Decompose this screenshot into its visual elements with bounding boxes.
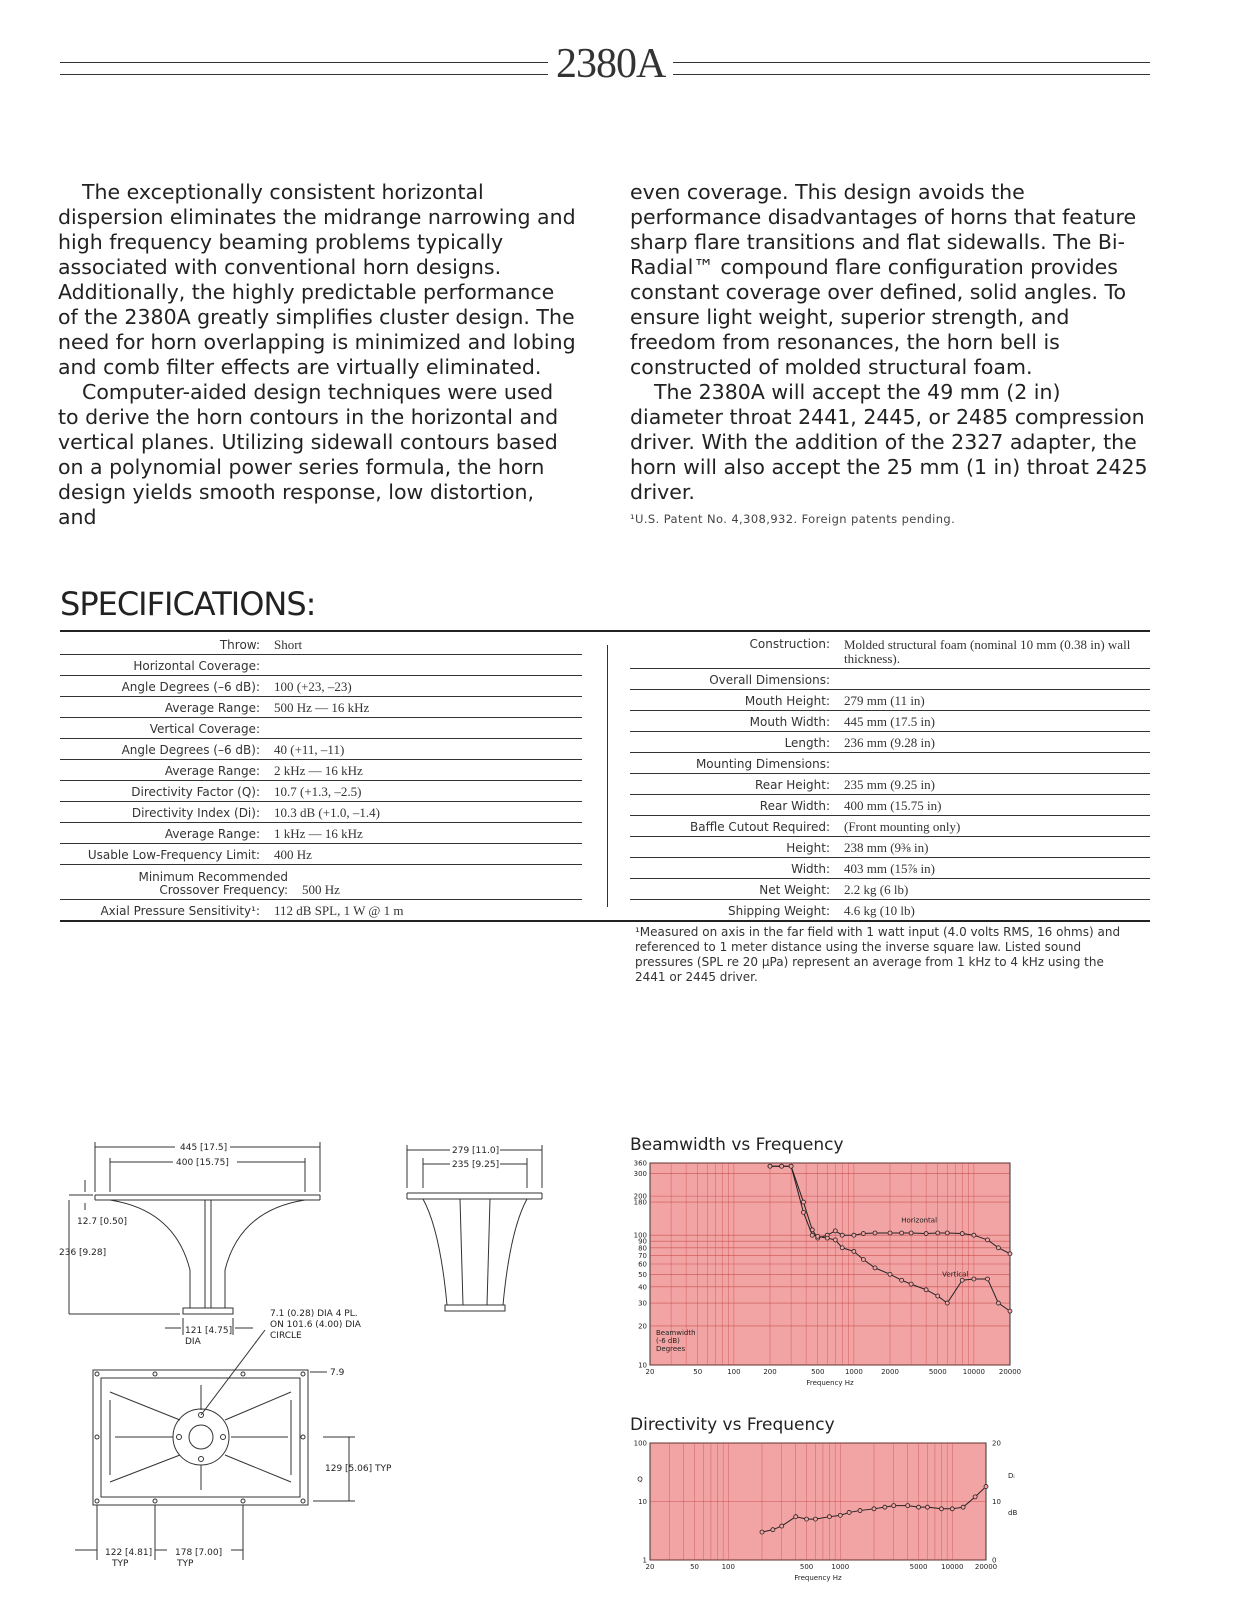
spec-label: Length: [784, 736, 830, 750]
data-point [816, 1234, 820, 1238]
x-tick-label: 1000 [831, 1563, 850, 1571]
y-tick-label: 90 [638, 1237, 647, 1246]
dim-holes-3: CIRCLE [270, 1331, 302, 1341]
data-point [801, 1200, 805, 1204]
data-point [852, 1249, 856, 1253]
dim-flange: 12.7 [0.50] [77, 1217, 127, 1227]
data-point [789, 1164, 793, 1168]
spec-value: 400 mm (15.75 in) [844, 798, 942, 813]
spec-value: 1 kHz — 16 kHz [274, 826, 363, 841]
spec-table-right [630, 634, 1150, 920]
page-title: 2380A [548, 44, 673, 84]
dim-rear-height: 235 [9.25] [452, 1160, 500, 1170]
x-tick-label: 500 [799, 1563, 814, 1571]
data-point [833, 1238, 837, 1242]
spec-label: Average Range: [164, 701, 260, 715]
spec-value: 4.6 kg (10 lb) [844, 903, 915, 918]
y2-axis-unit: dB [1008, 1509, 1018, 1517]
y2-tick-label: 10 [992, 1498, 1001, 1506]
data-point [900, 1278, 904, 1282]
data-point [840, 1246, 844, 1250]
x-tick-label: 2000 [881, 1368, 899, 1376]
data-point [810, 1233, 814, 1237]
spec-row [630, 732, 1150, 753]
spec-label: Overall Dimensions: [709, 673, 830, 687]
data-point [996, 1301, 1000, 1305]
x-tick-label: 10000 [941, 1563, 964, 1571]
rear-view-drawing [75, 1330, 355, 1560]
spec-value: 400 Hz [274, 847, 312, 862]
spec-label: Shipping Weight: [727, 904, 830, 918]
spec-label: Minimum Recommended Crossover Frequency: [138, 870, 288, 897]
spec-value: 2 kHz — 16 kHz [274, 763, 363, 778]
spec-value: Molded structural foam (nominal 10 mm (0.38 in) wall thickness). [844, 637, 1131, 666]
spec-label: Rear Width: [759, 799, 830, 813]
spec-label: Average Range: [164, 764, 260, 778]
dim-typ-1: TYP [112, 1559, 129, 1569]
data-point [858, 1509, 862, 1513]
specs-top-rule [60, 630, 1150, 632]
specifications-heading: SPECIFICATIONS: [60, 585, 316, 623]
spec-label: Baffle Cutout Required: [690, 820, 830, 834]
data-point [917, 1505, 921, 1509]
y2-tick-label: 0 [992, 1556, 997, 1565]
data-point [1008, 1252, 1012, 1256]
x-axis-label: Frequency Hz [806, 1379, 854, 1387]
spec-row [60, 697, 582, 718]
y-tick-label: 80 [638, 1244, 647, 1253]
dim-edge: 7.9 [330, 1368, 345, 1378]
data-point [883, 1505, 887, 1509]
spec-row [630, 753, 1150, 774]
dim-h-spacing-2: 178 [7.00] [175, 1548, 223, 1558]
data-point [847, 1510, 851, 1514]
side-view-drawing [69, 1142, 320, 1335]
spec-row [60, 676, 582, 697]
data-point [960, 1278, 964, 1282]
data-point [936, 1231, 940, 1235]
data-point [925, 1505, 929, 1509]
body-column-right [630, 180, 1150, 527]
spec-row [60, 802, 582, 823]
spec-value: 279 mm (11 in) [844, 693, 925, 708]
data-point [909, 1282, 913, 1286]
spec-label: Vertical Coverage: [149, 722, 260, 736]
dim-length: 236 [9.28] [59, 1248, 107, 1258]
spec-label: Throw: [219, 638, 260, 652]
x-tick-label: 5000 [928, 1368, 947, 1376]
dim-mouth-width: 445 [17.5] [180, 1143, 228, 1153]
y-tick-label: 100 [633, 1440, 647, 1448]
y-tick-label: 1 [642, 1556, 647, 1565]
beamwidth-chart-title: Beamwidth vs Frequency [630, 1135, 844, 1155]
spec-table-left [60, 634, 582, 920]
y-tick-label: 180 [633, 1198, 647, 1207]
data-point [872, 1507, 876, 1511]
data-point [805, 1517, 809, 1521]
x-tick-label: 50 [690, 1563, 700, 1571]
y-tick-label: 50 [638, 1270, 647, 1279]
data-point [833, 1229, 837, 1233]
x-tick-label: 5000 [909, 1563, 928, 1571]
data-point [771, 1528, 775, 1532]
dimension-drawings [55, 1130, 615, 1600]
spec-row [60, 718, 582, 739]
spec-label: Angle Degrees (–6 dB): [121, 680, 260, 694]
y-tick-label: 360 [633, 1160, 647, 1168]
spec-value: 500 Hz — 16 kHz [274, 700, 370, 715]
spec-row [60, 900, 582, 920]
dim-mouth-height: 279 [11.0] [452, 1146, 500, 1156]
y-tick-label: 200 [633, 1192, 647, 1201]
x-tick-label: 10000 [962, 1368, 986, 1376]
y-axis-label: (-6 dB) [656, 1337, 680, 1345]
specs-bottom-rule [60, 920, 1150, 922]
data-point [909, 1231, 913, 1235]
spec-value: 235 mm (9.25 in) [844, 777, 935, 792]
spec-row [60, 823, 582, 844]
data-point [861, 1232, 865, 1236]
dim-rear-width: 400 [15.75] [176, 1158, 229, 1168]
data-point [825, 1236, 829, 1240]
spec-value: 100 (+23, –23) [274, 679, 352, 694]
y-tick-label: 10 [638, 1361, 647, 1370]
spec-value: 2.2 kg (6 lb) [844, 882, 909, 897]
spec-row [60, 781, 582, 802]
x-tick-label: 500 [811, 1368, 825, 1376]
spec-value: 10.3 dB (+1.0, –1.4) [274, 805, 380, 820]
data-point [838, 1513, 842, 1517]
spec-value: (Front mounting only) [844, 819, 961, 834]
spec-value: Short [274, 637, 303, 652]
x-tick-label: 50 [693, 1368, 703, 1376]
spec-row [630, 816, 1150, 837]
series-label-vertical: Vertical [942, 1270, 969, 1279]
data-point [861, 1257, 865, 1261]
beamwidth-chart [630, 1160, 1250, 1400]
spec-label: Mouth Height: [744, 694, 830, 708]
y2-axis-label: Dᵢ [1008, 1472, 1015, 1480]
spec-value: 40 (+11, –11) [274, 742, 345, 757]
data-point [945, 1301, 949, 1305]
patent-footnote: ¹U.S. Patent No. 4,308,932. Foreign patents pending. [630, 512, 956, 526]
data-point [986, 1277, 990, 1281]
spec-label: Usable Low-Frequency Limit: [87, 848, 260, 862]
data-point [813, 1517, 817, 1521]
specs-column-divider [607, 645, 608, 907]
spec-row [630, 669, 1150, 690]
y-tick-label: 70 [638, 1251, 647, 1260]
data-point [852, 1233, 856, 1237]
x-tick-label: 200 [763, 1368, 777, 1376]
spec-label: Width: [791, 862, 830, 876]
spec-label: Axial Pressure Sensitivity¹: [100, 904, 260, 918]
spec-row [630, 774, 1150, 795]
x-tick-label: 20000 [998, 1368, 1022, 1376]
y-tick-label: 60 [638, 1260, 647, 1269]
spec-label: Height: [786, 841, 830, 855]
spec-value: 10.7 (+1.3, –2.5) [274, 784, 362, 799]
x-tick-label: 100 [721, 1563, 735, 1571]
spec-label: Net Weight: [759, 883, 830, 897]
data-point [888, 1231, 892, 1235]
x-axis-label: Frequency Hz [794, 1574, 842, 1582]
data-point [950, 1507, 954, 1511]
spec-label: Rear Height: [755, 778, 830, 792]
spec-row [60, 844, 582, 865]
spec-value: 238 mm (9⅜ in) [844, 840, 929, 855]
spec-row [630, 837, 1150, 858]
data-point [924, 1288, 928, 1292]
body-paragraph: Computer-aided design techniques were used to derive the horn contours in the horizontal and vertical planes. Utilizing sidewall contours based on a polynomial power series formula, the horn design yields smooth response, low distortion, and [58, 380, 559, 529]
data-point [1008, 1309, 1012, 1313]
data-point [873, 1231, 877, 1235]
data-point [827, 1515, 831, 1519]
dim-vertical-spacing: 129 [5.06] TYP [325, 1464, 392, 1474]
spec-row [630, 900, 1150, 920]
spec-value: 403 mm (15⅞ in) [844, 861, 935, 876]
data-point [873, 1266, 877, 1270]
spec-value: 112 dB SPL, 1 W @ 1 m [274, 903, 404, 918]
dim-throat: 121 [4.75] [185, 1326, 233, 1336]
body-paragraph: The 2380A will accept the 49 mm (2 in) diameter throat 2441, 2445, or 2485 compression driver. With the addition of the 2327 adapter, the horn will also accept the 25 mm (1 in) throat 2425 driver. [630, 380, 1148, 504]
spec-label: Average Range: [164, 827, 260, 841]
data-point [960, 1232, 964, 1236]
spec-footnote: ¹Measured on axis in the far field with 1 watt input (4.0 volts RMS, 16 ohms) and referenced to 1 meter distance using the inverse square law. Listed sound pressures (SPL re 20 µPa) represent an average from 1 kHz to 4 kHz using the 2441 or 2445 driver. [635, 925, 1121, 984]
spec-label: Mouth Width: [749, 715, 830, 729]
x-tick-label: 20000 [974, 1563, 998, 1571]
y2-tick-label: 20 [992, 1440, 1001, 1448]
data-point [945, 1231, 949, 1235]
data-point [972, 1277, 976, 1281]
spec-row [630, 634, 1150, 669]
x-tick-label: 1000 [844, 1368, 863, 1376]
data-point [900, 1231, 904, 1235]
data-point [961, 1505, 965, 1509]
series-label-horizontal: Horizontal [901, 1216, 938, 1225]
spec-value: 500 Hz [302, 882, 340, 897]
data-point [973, 1495, 977, 1499]
body-paragraph: The exceptionally consistent horizontal dispersion eliminates the midrange narrowing and high frequency beaming problems typically associated with conventional horn designs. Additionally, the highly predictable performance of the 2380A greatly simplifies cluster design. The need for horn overlapping is minimized and lobing and comb filter effects are virtually eliminated. [58, 180, 576, 379]
x-tick-label: 20 [645, 1563, 655, 1571]
spec-label: Directivity Factor (Q): [131, 785, 260, 799]
data-point [939, 1507, 943, 1511]
spec-value: 236 mm (9.28 in) [844, 735, 935, 750]
dim-holes-1: 7.1 (0.28) DIA 4 PL. [270, 1309, 358, 1319]
dim-dia: DIA [185, 1337, 201, 1347]
spec-row [630, 711, 1150, 732]
dim-h-spacing-1: 122 [4.81] [105, 1548, 153, 1558]
spec-row [630, 690, 1150, 711]
data-point [986, 1238, 990, 1242]
data-point [984, 1485, 988, 1489]
spec-row [630, 858, 1150, 879]
y-tick-label: 100 [633, 1231, 647, 1240]
y-axis-label: Q [637, 1475, 643, 1484]
data-point [892, 1504, 896, 1508]
spec-value: 445 mm (17.5 in) [844, 714, 935, 729]
y-tick-label: 10 [638, 1498, 647, 1506]
directivity-chart [630, 1440, 1250, 1610]
spec-row [60, 760, 582, 781]
spec-row [60, 865, 582, 900]
spec-row [60, 739, 582, 760]
y-axis-label: Degrees [656, 1345, 686, 1353]
body-paragraph: even coverage. This design avoids the performance disadvantages of horns that feature sharp flare transitions and flat sidewalls. The Bi-Radial™ compound flare configuration provides constant coverage over defined, solid angles. To ensure light weight, superior strength, and freedom from resonances, the horn bell is constructed of molded structural foam. [630, 180, 1137, 379]
spec-row [630, 795, 1150, 816]
spec-row [630, 879, 1150, 900]
spec-label: Horizontal Coverage: [133, 659, 260, 673]
data-point [936, 1294, 940, 1298]
y-axis-label: Beamwidth [656, 1329, 696, 1337]
dim-holes-2: ON 101.6 (4.00) DIA [270, 1320, 361, 1330]
data-point [906, 1504, 910, 1508]
data-point [801, 1210, 805, 1214]
spec-label: Directivity Index (Di): [131, 806, 260, 820]
spec-label: Mounting Dimensions: [695, 757, 830, 771]
spec-label: Angle Degrees (–6 dB): [121, 743, 260, 757]
y-tick-label: 300 [633, 1169, 647, 1178]
x-tick-label: 20 [645, 1368, 655, 1376]
spec-row [60, 655, 582, 676]
data-point [794, 1515, 798, 1519]
data-point [768, 1164, 772, 1168]
data-point [780, 1164, 784, 1168]
data-point [888, 1272, 892, 1276]
dim-typ-2: TYP [177, 1559, 194, 1569]
y-tick-label: 30 [638, 1299, 647, 1308]
spec-label: Construction: [749, 637, 830, 651]
x-tick-label: 100 [727, 1368, 741, 1376]
data-point [840, 1233, 844, 1237]
data-point [780, 1524, 784, 1528]
data-point [972, 1233, 976, 1237]
spec-row [60, 634, 582, 655]
directivity-chart-title: Directivity vs Frequency [630, 1415, 835, 1435]
data-point [996, 1246, 1000, 1250]
data-point [760, 1530, 764, 1534]
body-column-left [58, 180, 578, 530]
y-tick-label: 20 [638, 1322, 647, 1331]
y-tick-label: 40 [638, 1283, 647, 1292]
data-point [924, 1232, 928, 1236]
